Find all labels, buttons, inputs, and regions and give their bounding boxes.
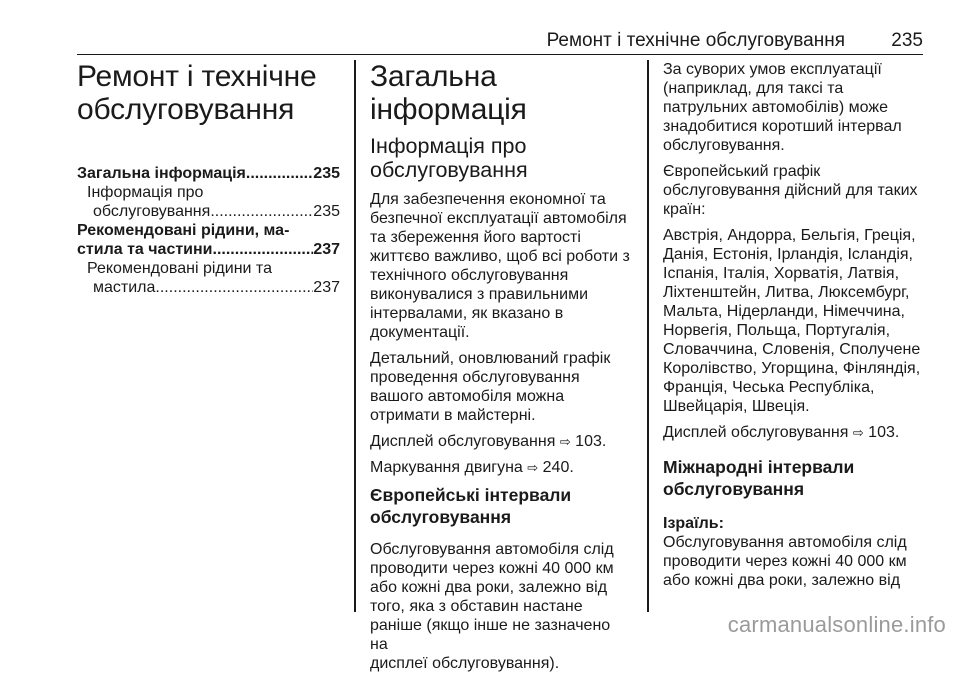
section-title: Загальна інформація (370, 60, 527, 126)
running-head-title: Ремонт і технічне обслуговування (546, 30, 845, 51)
intervals-column (663, 60, 928, 597)
reference-engine-marking[interactable]: Маркування двигуна ⇨ 240. (370, 459, 574, 476)
heading-israel: Ізраїль: (663, 515, 724, 532)
page-number: 235 (891, 30, 923, 51)
page-reference-arrow-icon: ⇨ (852, 425, 864, 440)
page-reference-arrow-icon: ⇨ (527, 460, 539, 475)
paragraph-maintenance-importance: Для забезпечення економної та безпечної експлуатації автомобіля та збереження його вартості життєво важливо, щоб всі роботи з технічного обслуговування виконувалися з правильними інтервалами, як вказано в документації. (370, 191, 630, 341)
toc-entry-general-info[interactable]: Загальна інформація ..... 235 (77, 164, 340, 183)
chapter-title: Ремонт і технічне обслуговування (77, 60, 317, 126)
running-head (77, 32, 923, 55)
paragraph-service-schedule: Детальний, оновлюваний графік проведення обслуговування вашого автомобіля можна отримати в майстерні. (370, 350, 611, 424)
toc-entry-service-info[interactable]: Інформація про обслуговування ..... 235 (77, 183, 340, 221)
heading-european-intervals: Європейські інтервали обслуговування (370, 485, 572, 527)
toc-entry-recommended-fluids-lubricants[interactable]: Рекомендовані рідини та мастила ..... 237 (77, 259, 340, 297)
paragraph-israel-interval: Обслуговування автомобіля слід проводити через кожні 40 000 км або кожні два роки, залежно від (663, 534, 907, 589)
general-info-column (370, 60, 632, 680)
paragraph-european-schedule-validity: Європейський графік обслуговування дійсний для таких країн: (663, 163, 918, 218)
page-reference-arrow-icon: ⇨ (559, 434, 571, 449)
heading-international-intervals: Міжнародні інтервали обслуговування (663, 457, 855, 499)
paragraph-european-interval-rule: Обслуговування автомобіля слід проводити через кожні 40 000 км або кожні два роки, залежно від того, яка з обставин настане раніше (якщо інше не зазначено на дисплеї обслуговування). (370, 541, 614, 672)
toc-entry-recommended-fluids-parts[interactable]: Рекомендовані рідини, ма- стила та частини ..... 237 (77, 221, 340, 259)
column-divider-right (647, 60, 649, 612)
subsection-title: Інформація про обслуговування (370, 134, 528, 182)
paragraph-severe-conditions: За суворих умов експлуатації (наприклад, для таксі та патрульних автомобілів) може знадобитися коротший інтервал обслуговування. (663, 61, 902, 154)
reference-service-display[interactable]: Дисплей обслуговування ⇨ 103. (370, 433, 607, 450)
chapter-toc-column (77, 60, 340, 297)
column-divider-left (354, 60, 356, 612)
paragraph-country-list: Австрія, Андорра, Бельгія, Греція, Данія, Естонія, Ірландія, Ісландія, Іспанія, Італія, Хорватія, Латвія, Ліхтенштейн, Литва, Люксембург, Мальта, Нідерланди, Німеччина, Норвегія, Польща, Португалія, Словаччина, Словенія, Сполучене Королівство, Угорщина, Фінляндія, Франція, Чеська Республіка, Швейцарія, Швеція. (663, 227, 921, 415)
reference-service-display-2[interactable]: Дисплей обслуговування ⇨ 103. (663, 424, 900, 441)
watermark: carmanualsonline.info (727, 612, 946, 637)
